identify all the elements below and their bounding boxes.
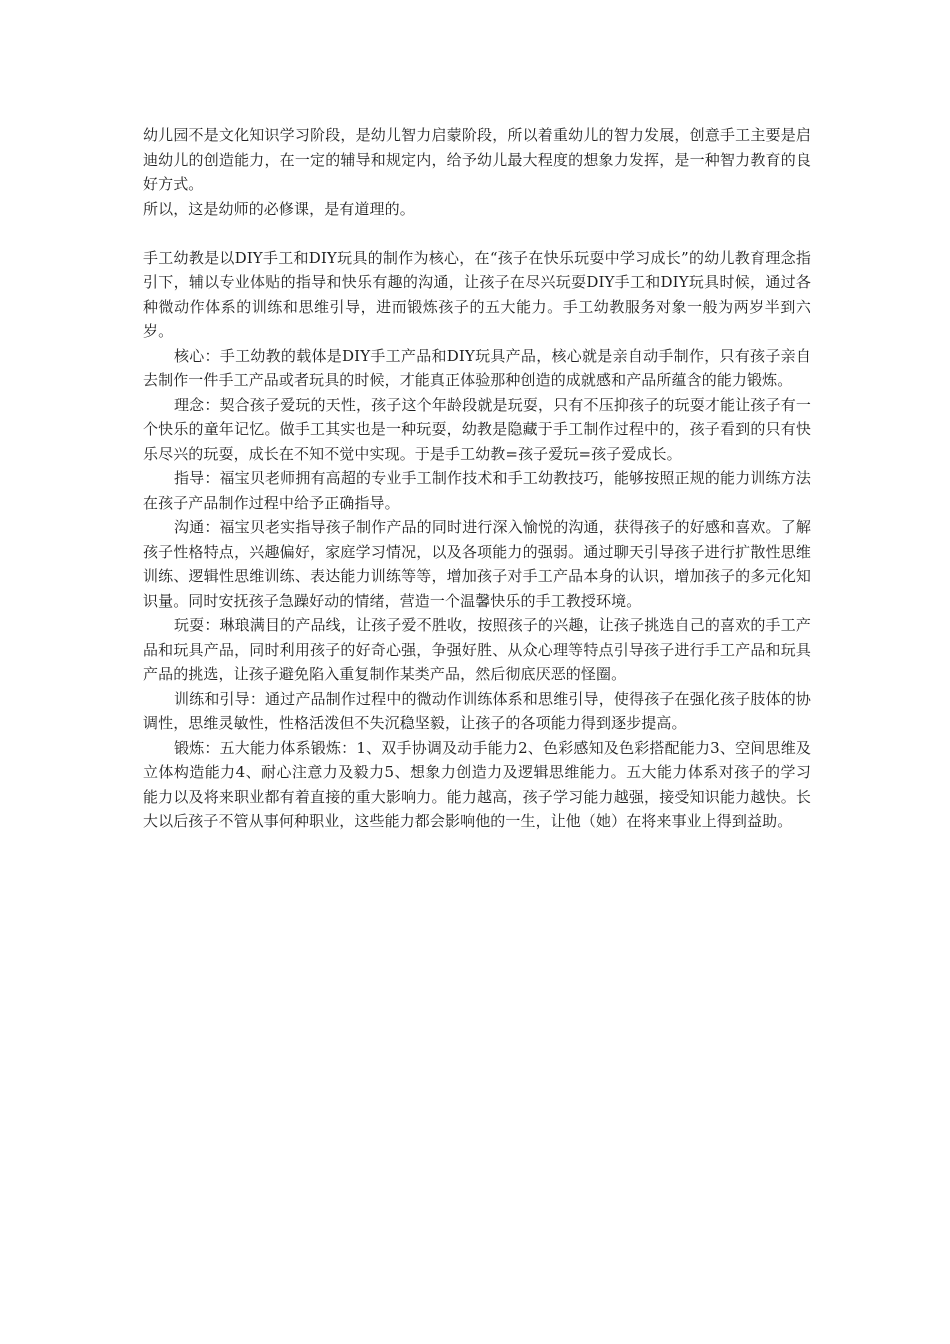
communication-paragraph: 沟通：福宝贝老实指导孩子制作产品的同时进行深入愉悦的沟通，获得孩子的好感和喜欢。了解孩子性格特点，兴趣偏好，家庭学习情况，以及各项能力的强弱。通过聊天引导孩子进行扩散性思维训练、逻辑性思维训练、表达能力训练等等，增加孩子对手工产品本身的认识，增加孩子的多元化知识量。同时安抚孩子急躁好动的情绪，营造一个温馨快乐的手工教授环境。 — [143, 518, 811, 610]
play-paragraph: 玩耍：琳琅满目的产品线，让孩子爱不胜收，按照孩子的兴趣，让孩子挑选自己的喜欢的手工产品和玩具产品，同时利用孩子的好奇心强，争强好胜、从众心理等特点引导孩子进行手工产品和玩具产品的挑选，让孩子避免陷入重复制作某类产品，然后彻底厌恶的怪圈。 — [143, 616, 811, 683]
training-paragraph: 训练和引导：通过产品制作过程中的微动作训练体系和思维引导，使得孩子在强化孩子肢体的协调性，思维灵敏性，性格活泼但不失沉稳坚毅，让孩子的各项能力得到逐步提高。 — [143, 689, 811, 732]
core-paragraph: 核心：手工幼教的载体是DIY手工产品和DIY玩具产品，核心就是亲自动手制作，只有孩子亲自去制作一件手工产品或者玩具的时候，才能真正体验那种创造的成就感和产品所蕴含的能力锻炼。 — [143, 346, 811, 389]
overview-paragraph: 手工幼教是以DIY手工和DIY玩具的制作为核心，在“孩子在快乐玩耍中学习成长”的幼儿教育理念指引下，辅以专业体贴的指导和快乐有趣的沟通，让孩子在尽兴玩耍DIY手工和DIY玩具时候，通过各种微动作体系的训练和思维引导，进而锻炼孩子的五大能力。手工幼教服务对象一般为两岁半到六岁。 — [143, 248, 811, 340]
exercise-paragraph: 锻炼：五大能力体系锻炼：1、双手协调及动手能力2、色彩感知及色彩搭配能力3、空间思维及立体构造能力4、耐心注意力及毅力5、想象力创造力及逻辑思维能力。五大能力体系对孩子的学习能力以及将来职业都有着直接的重大影响力。能力越高，孩子学习能力越强，接受知识能力越快。长大以后孩子不管从事何种职业，这些能力都会影响他的一生，让他（她）在将来事业上得到益助。 — [143, 738, 811, 830]
intro-paragraph: 幼儿园不是文化知识学习阶段，是幼儿智力启蒙阶段，所以着重幼儿的智力发展，创意手工主要是启迪幼儿的创造能力，在一定的辅导和规定内，给予幼儿最大程度的想象力发挥，是一种智力教育的良好方式。 — [143, 126, 811, 193]
document-body — [143, 123, 811, 834]
concept-paragraph: 理念：契合孩子爱玩的天性，孩子这个年龄段就是玩耍，只有不压抑孩子的玩耍才能让孩子有一个快乐的童年记忆。做手工其实也是一种玩耍，幼教是隐藏于手工制作过程中的，孩子看到的只有快乐尽兴的玩耍，成长在不知不觉中实现。于是手工幼教=孩子爱玩=孩子爱成长。 — [143, 395, 811, 463]
paragraph-spacer — [143, 221, 811, 246]
intro-conclusion: 所以，这是幼师的必修课，是有道理的。 — [143, 199, 415, 218]
guidance-paragraph: 指导：福宝贝老师拥有高超的专业手工制作技术和手工幼教技巧，能够按照正规的能力训练方法在孩子产品制作过程中给予正确指导。 — [143, 469, 811, 512]
